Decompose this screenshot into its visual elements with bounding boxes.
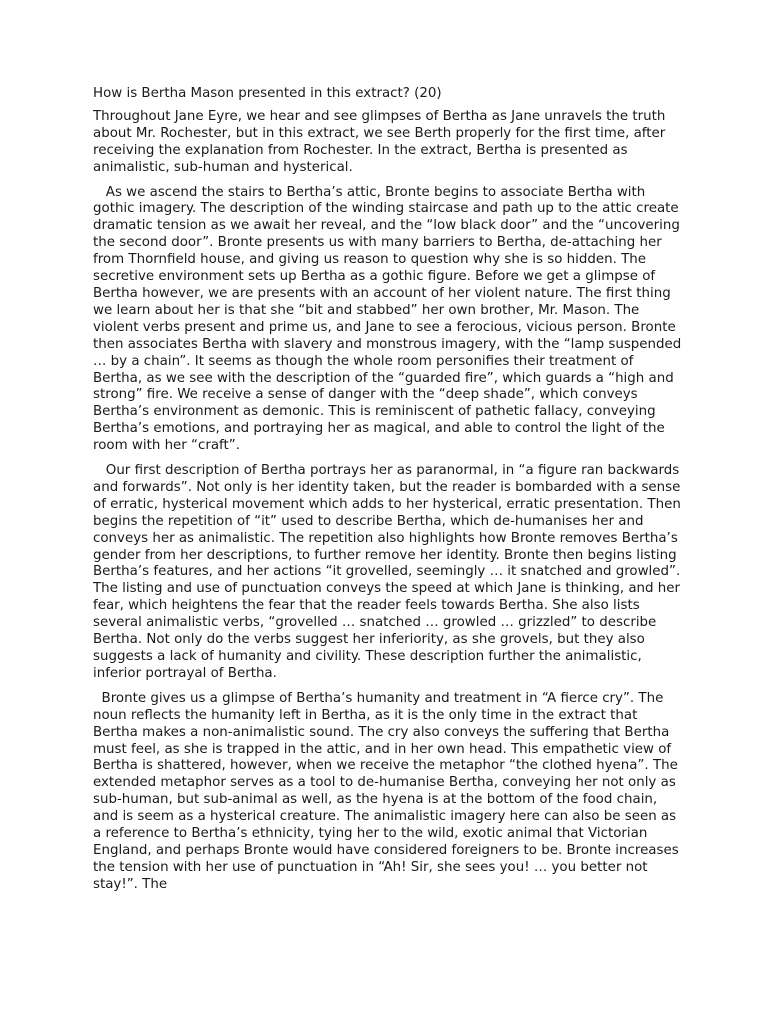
paragraph-animalistic-portrayal: Our first description of Bertha portrays her as paranormal, in “a figure ran backwards and forwards”. Not only is her identity taken, but the reader is bombarded with a sense of erratic, hysterical movement which adds to her hysterical, erratic presentation. Then begins the repetition of “it” used to describe Bertha, which de-humanises her and conveys her as animalistic. The repetition also highlights how Bronte removes Bertha’s gender from her descriptions, to further remove her identity. Bronte then begins listing Bertha’s features, and her actions “it grovelled, seemingly … it snatched and growled”. The listing and use of punctuation conveys the speed at which Jane is thinking, and her fear, which heightens the fear that the reader feels towards Bertha. She also lists several animalistic verbs, “grovelled … snatched … growled … grizzled” to describe Bertha. Not only do the verbs suggest her inferiority, as she grovels, but they also suggests a lack of humanity and civility. These description further the animalistic, inferior portrayal of Bertha. [93,463,686,681]
paragraph-gothic-imagery: As we ascend the stairs to Bertha’s attic, Bronte begins to associate Bertha with gothic imagery. The description of the winding staircase and path up to the attic create dramatic tension as we await her reveal, and the “low black door” and the “uncovering the second door”. Bronte presents us with many barriers to Bertha, de-attaching her from Thornfield house, and giving us reason to question why she is so hidden. The secretive environment sets up Bertha as a gothic figure. Before we get a glimpse of Bertha however, we are presents with an account of her violent nature. The first thing we learn about her is that she “bit and stabbed” her own brother, Mr. Mason. The violent verbs present and prime us, and Jane to see a ferocious, vicious person. Bronte then associates Bertha with slavery and monstrous imagery, with the “lamp suspended … by a chain”. It seems as though the whole room personifies their treatment of Bertha, as we see with the description of the “guarded fire”, which guards a “high and strong” fire. We receive a sense of danger with the “deep shade”, which conveys Bertha’s environment as demonic. This is reminiscent of pathetic fallacy, conveying Bertha’s emotions, and portraying her as magical, and able to control the light of the room with her “craft”. [93,184,686,454]
paragraph-introduction: Throughout Jane Eyre, we hear and see glimpses of Bertha as Jane unravels the truth about Mr. Rochester, but in this extract, we see Berth properly for the first time, after receiving the explanation from Rochester. In the extract, Bertha is presented as animalistic, sub-human and hysterical. [93,108,670,175]
paragraph-humanity-and-treatment: Bronte gives us a glimpse of Bertha’s humanity and treatment in “A fierce cry”. The noun reflects the humanity left in Bertha, as it is the only time in the extract that Bertha makes a non-animalistic sound. The cry also conveys the suffering that Bertha must feel, as she is trapped in the attic, and in her own head. This empathetic view of Bertha is shattered, however, when we receive the metaphor “the clothed hyena”. The extended metaphor serves as a tool to de-humanise Bertha, conveying her not only as sub-human, but sub-animal as well, as the hyena is at the bottom of the food chain, and is seem as a hysterical creature. The animalistic imagery here can also be seen as a reference to Bertha’s ethnicity, tying her to the wild, exotic animal that Victorian England, and perhaps Bronte would have considered foreigners to be. Bronte increases the tension with her use of punctuation in “Ah! Sir, she sees you! … you better not stay!”. The [93,690,683,892]
essay-body [93,86,686,902]
essay-question: How is Bertha Mason presented in this extract? (20) [93,86,442,101]
